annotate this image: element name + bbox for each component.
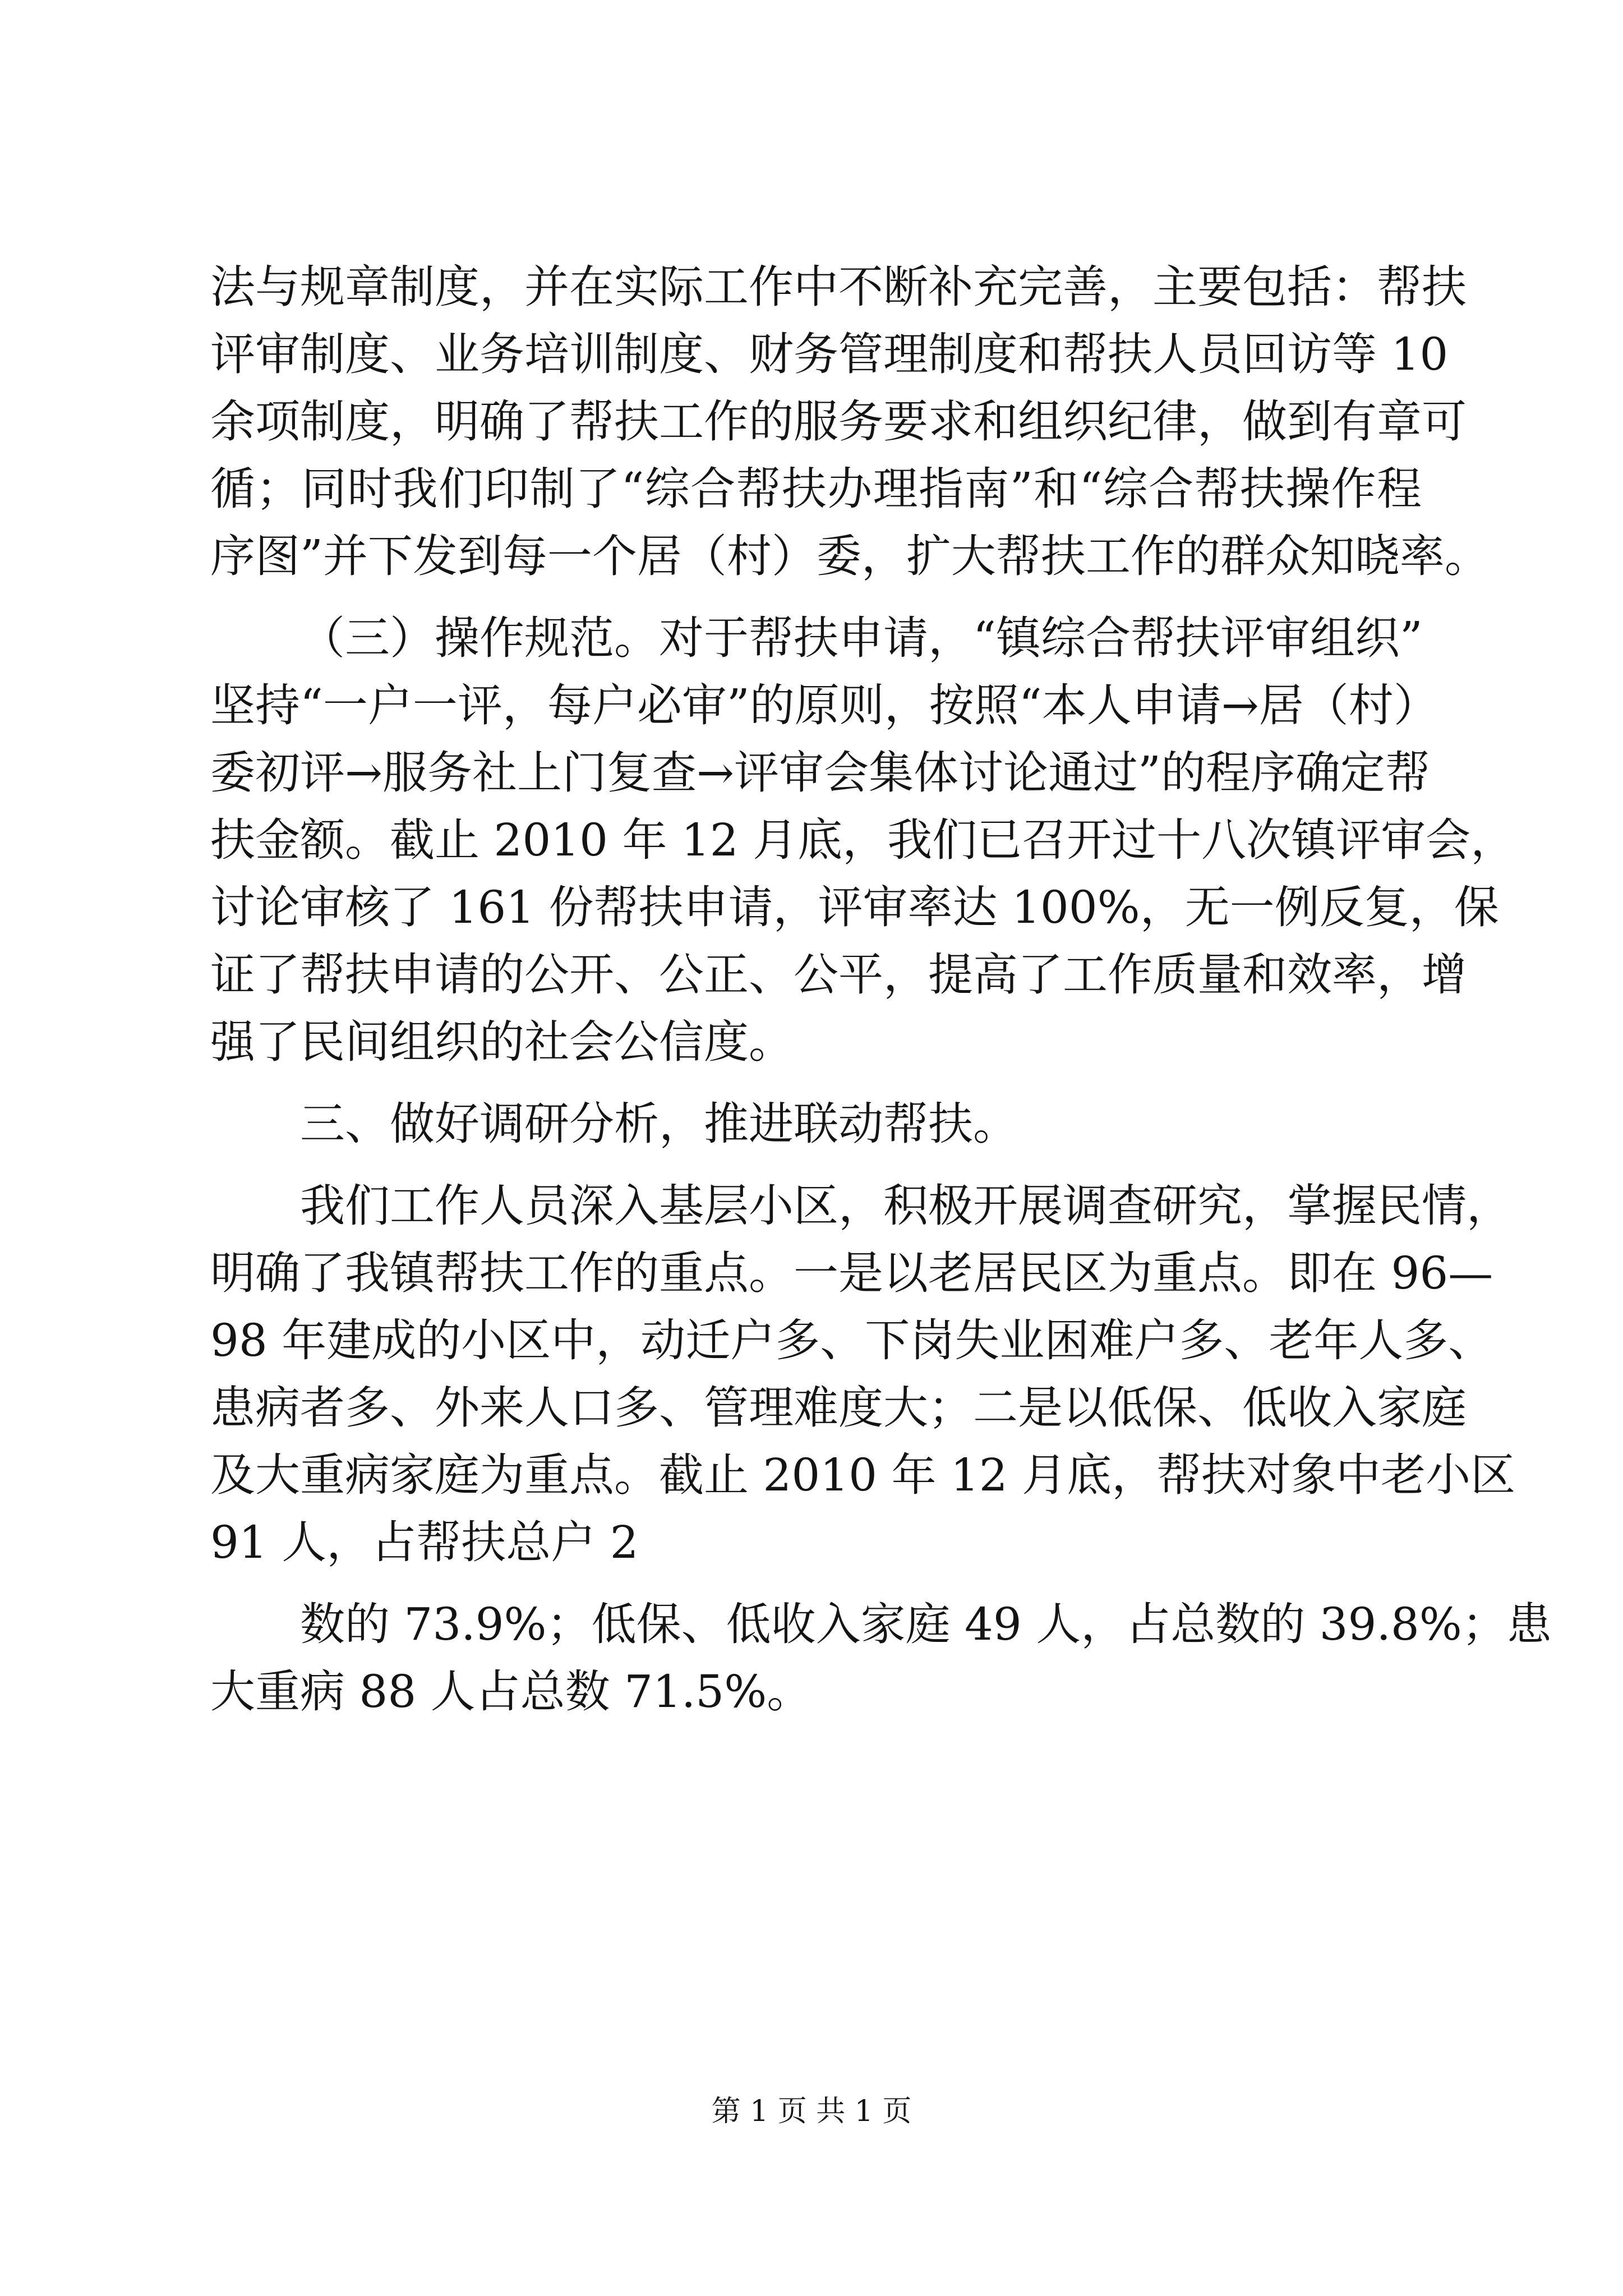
text-line: 明确了我镇帮扶工作的重点。一是以老居民区为重点。即在 96— [210, 1247, 1493, 1299]
text-line: 我们工作人员深入基层小区，积极开展调查研究，掌握民情， [300, 1180, 1511, 1232]
paragraph-rules-system [210, 254, 1490, 590]
text-line: 91 人，占帮扶总户 2 [210, 1516, 639, 1568]
paragraph-operation-standard [210, 605, 1516, 1076]
text-line: 循；同时我们印制了“综合帮扶办理指南”和“综合帮扶操作程 [210, 463, 1422, 515]
text-line: 大重病 88 人占总数 71.5%。 [210, 1665, 812, 1718]
text-line: 讨论审核了 161 份帮扶申请，评审率达 100%，无一例反复，保 [210, 881, 1499, 933]
text-line: 98 年建成的小区中，动迁户多、下岗失业困难户多、老年人多、 [210, 1314, 1493, 1366]
text-line: 扶金额。截止 2010 年 12 月底，我们已召开过十八次镇评审会， [210, 814, 1516, 866]
text-line: 证了帮扶申请的公开、公正、公平，提高了工作质量和效率，增 [210, 949, 1467, 1001]
text-line: 评审制度、业务培训制度、财务管理制度和帮扶人员回访等 10 [210, 328, 1449, 380]
text-line: 患病者多、外来人口多、管理难度大；二是以低保、低收入家庭 [210, 1382, 1467, 1434]
paragraph-research-analysis [210, 1172, 1516, 1576]
text-line: （三）操作规范。对于帮扶申请，“镇综合帮扶评审组织” [300, 612, 1423, 664]
page-footer: 第 1 页 共 1 页 [711, 2095, 912, 2128]
document-body [210, 254, 1552, 1726]
paragraph-statistics [210, 1591, 1552, 1726]
text-line: 及大重病家庭为重点。截止 2010 年 12 月底，帮扶对象中老小区 [210, 1449, 1516, 1501]
section-heading: 三、做好调研分析，推进联动帮扶。 [300, 1098, 1018, 1150]
text-line: 委初评→服务社上门复查→评审会集体讨论通过”的程序确定帮 [210, 747, 1430, 799]
text-line: 数的 73.9%；低保、低收入家庭 49 人，占总数的 39.8%；患 [300, 1598, 1552, 1650]
text-line: 强了民间组织的社会公信度。 [210, 1016, 794, 1068]
text-line: 序图”并下发到每一个居（村）委，扩大帮扶工作的群众知晓率。 [210, 530, 1490, 582]
text-line: 坚持“一户一评，每户必审”的原则，按照“本人申请→居（村） [210, 679, 1438, 731]
text-line: 余项制度，明确了帮扶工作的服务要求和组织纪律，做到有章可 [210, 395, 1467, 448]
text-line: 法与规章制度，并在实际工作中不断补充完善，主要包括：帮扶 [210, 261, 1467, 313]
